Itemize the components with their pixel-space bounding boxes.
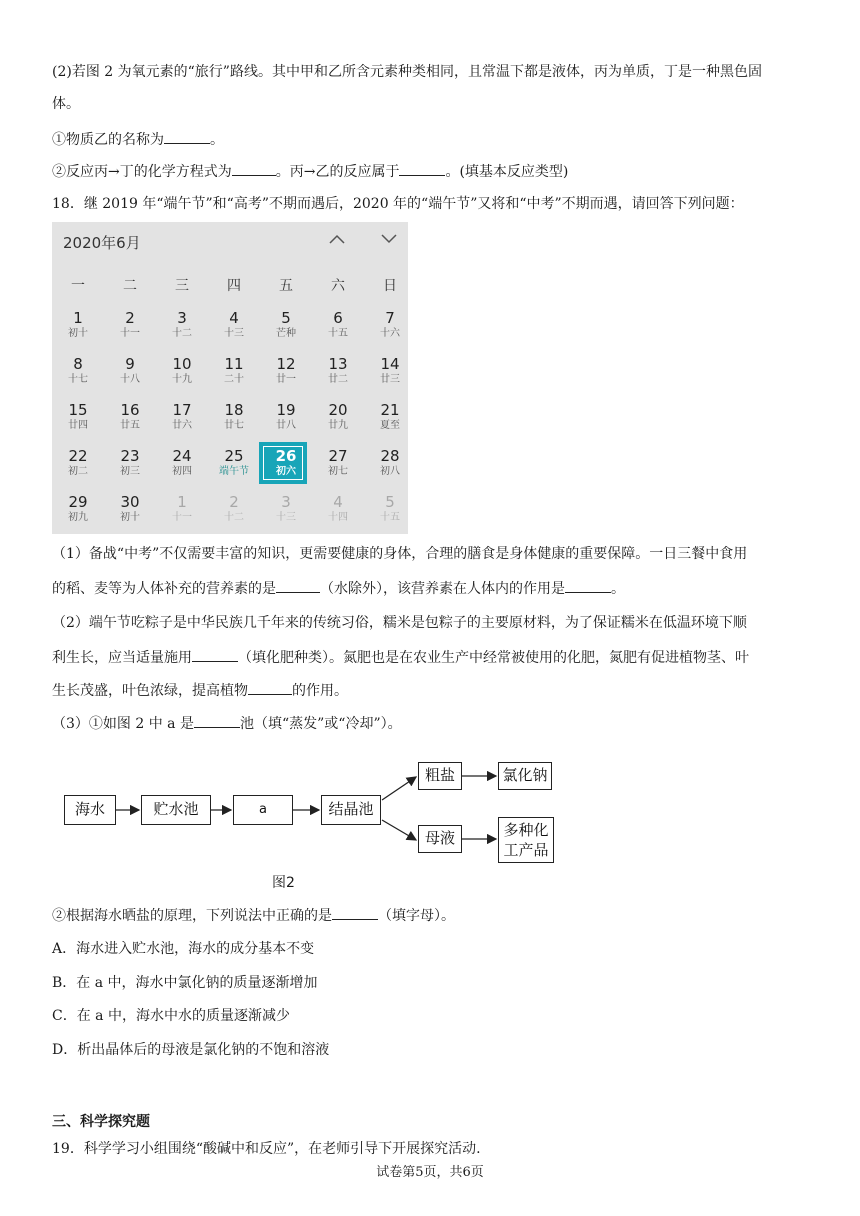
day-number: 2 [229,493,239,511]
q17-intro-line2: 体。 [52,96,80,112]
q17-item2-b: 。丙→乙的反应属于 [275,164,400,180]
lunar-date: 十六 [380,328,400,339]
q18-part1-d: 。 [611,581,625,597]
lunar-date: 十三 [224,328,244,339]
q17-intro-line1: (2)若图 2 为氧元素的“旅行”路线。其中甲和乙所含元素种类相同，且常温下都是液体，丙为单质，丁是一种黑色固 [52,64,762,80]
q18-part3-a: （3）①如图 2 中 a 是 [52,716,194,732]
lunar-date: 十二 [172,328,192,339]
lunar-date: 廿八 [276,420,296,431]
lunar-date: 廿七 [224,420,244,431]
day-number: 1 [177,493,187,511]
day-number: 8 [73,355,83,373]
reservoir-box: 贮水池 [141,795,211,825]
pond-a-box: a [233,795,293,825]
day-number: 30 [120,493,140,511]
answer-blank[interactable] [192,647,238,662]
q17-item1-text: ①物质乙的名称为 [52,132,164,148]
lunar-date: 十三 [276,512,296,523]
q18-q2-a: ②根据海水晒盐的原理，下列说法中正确的是 [52,908,332,924]
day-number: 3 [281,493,291,511]
q18-q2-b: （填字母）。 [378,908,455,924]
q18-part1-line1: （1）备战“中考”不仅需要丰富的知识，更需要健康的身体，合理的膳食是身体健康的重要保障。一日三餐中食用 [52,546,748,562]
lunar-date: 初八 [380,466,400,477]
weekday-header: 三 [175,278,189,294]
day-number: 29 [68,493,88,511]
day-number: 11 [224,355,244,373]
answer-blank[interactable] [565,578,611,593]
lunar-date: 廿二 [328,374,348,385]
day-number: 5 [385,493,395,511]
q18-part2-c: （填化肥种类）。氮肥也是在农业生产中经常被使用的化肥，氮肥有促进植物茎、叶 [238,650,749,666]
weekday-header: 六 [331,278,345,294]
lunar-date: 十八 [120,374,140,385]
day-number: 18 [224,401,244,419]
lunar-date: 初二 [68,466,88,477]
q18-part1-line2 [52,578,625,599]
day-number: 7 [385,309,395,327]
day-number: 23 [120,447,140,465]
calendar-title: 2020年6月 [63,234,141,252]
lunar-date: 夏至 [380,420,400,431]
answer-blank[interactable] [332,905,378,920]
q18-part2-e: 的作用。 [292,683,348,699]
day-number: 21 [380,401,400,419]
products-line2: 工产品 [503,841,549,859]
lunar-date: 十一 [120,328,140,339]
weekday-header: 一 [71,278,85,294]
lunar-date: 初十 [68,328,88,339]
chemical-products-box [498,817,554,863]
day-number: 10 [172,355,192,373]
lunar-date: 廿四 [68,420,88,431]
option-a: A．海水进入贮水池，海水的成分基本不变 [52,941,315,957]
crystallization-pond-box: 结晶池 [321,795,381,825]
day-number: 27 [328,447,348,465]
answer-blank[interactable] [194,713,240,728]
figure-caption: 图2 [272,875,295,891]
lunar-date: 初七 [328,466,348,477]
day-number: 1 [73,309,83,327]
day-number: 16 [120,401,140,419]
day-number: 14 [380,355,400,373]
lunar-date: 十九 [172,374,192,385]
q18-part2-d: 生长茂盛，叶色浓绿，提高植物 [52,683,248,699]
option-c: C．在 a 中，海水中水的质量逐渐减少 [52,1008,290,1024]
lunar-date: 廿一 [276,374,296,385]
lunar-date: 初四 [172,466,192,477]
answer-blank[interactable] [276,578,320,593]
q18-part3-item2 [52,905,455,926]
day-number: 28 [380,447,400,465]
q18-part2-line2 [52,647,749,668]
day-number: 4 [333,493,343,511]
day-number: 13 [328,355,348,373]
day-number: 3 [177,309,187,327]
q17-item2-c: 。(填基本反应类型) [445,164,569,180]
q17-item2-a: ②反应丙→丁的化学方程式为 [52,164,232,180]
lunar-date: 十四 [328,512,348,523]
day-number: 9 [125,355,135,373]
lunar-date: 十五 [328,328,348,339]
lunar-date: 十二 [224,512,244,523]
q18-part2-line1: （2）端午节吃粽子是中华民族几千年来的传统习俗，糯米是包粽子的主要原材料，为了保证糯米在低温环境下顺 [52,615,747,631]
day-number: 20 [328,401,348,419]
weekday-header: 五 [279,278,293,294]
day-number: 15 [68,401,88,419]
option-b: B．在 a 中，海水中氯化钠的质量逐渐增加 [52,975,318,991]
option-d: D．析出晶体后的母液是氯化钠的不饱和溶液 [52,1042,330,1058]
q18-part3-b: 池（填“蒸发”或“冷却”）。 [239,716,402,732]
day-number: 2 [125,309,135,327]
day-number: 4 [229,309,239,327]
lunar-date: 十一 [172,512,192,523]
lunar-date: 端午节 [219,466,249,477]
q18-part1-c: （水除外），该营养素在人体内的作用是 [320,581,565,597]
lunar-date: 初三 [120,466,140,477]
q18-part2-line3 [52,680,348,701]
lunar-date: 廿三 [380,374,400,385]
lunar-date: 初九 [68,512,88,523]
products-line1: 多种化 [503,821,549,839]
lunar-date: 十七 [68,374,88,385]
seawater-box: 海水 [64,795,116,825]
weekday-header: 四 [227,278,241,294]
q17-item1-end: 。 [210,132,224,148]
day-number: 22 [68,447,88,465]
day-number: 25 [224,447,244,465]
lunar-date: 初十 [120,512,140,523]
day-number: 17 [172,401,192,419]
lunar-date: 芒种 [276,328,296,339]
day-number: 19 [276,401,296,419]
day-number: 12 [276,355,296,373]
answer-blank[interactable] [248,680,292,695]
page-footer: 试卷第5页，共6页 [376,1165,484,1180]
lunar-date: 廿五 [120,420,140,431]
weekday-header: 二 [123,278,137,294]
q19-stem: 19．科学学习小组围绕“酸碱中和反应”，在老师引导下开展探究活动. [52,1141,481,1157]
lunar-date: 廿九 [328,420,348,431]
day-number: 24 [172,447,192,465]
crude-salt-box: 粗盐 [418,762,462,790]
sodium-chloride-box: 氯化钠 [498,762,552,790]
mother-liquor-box: 母液 [418,825,462,853]
lunar-date: 初六 [276,466,296,477]
lunar-date: 二十 [224,374,244,385]
day-number: 26 [275,447,297,465]
q18-stem: 18．继 2019 年“端午节”和“高考”不期而遇后，2020 年的“端午节”又将和“中考”不期而遇，请回答下列问题： [52,196,744,212]
q18-part3-line1 [52,713,402,734]
q18-part2-b: 利生长，应当适量施用 [52,650,192,666]
lunar-date: 十五 [380,512,400,523]
day-number: 6 [333,309,343,327]
section-heading: 三、科学探究题 [52,1114,150,1130]
lunar-date: 廿六 [172,420,192,431]
weekday-header: 日 [383,278,397,294]
q18-part1-b: 的稻、麦等为人体补充的营养素的是 [52,581,276,597]
day-number: 5 [281,309,291,327]
